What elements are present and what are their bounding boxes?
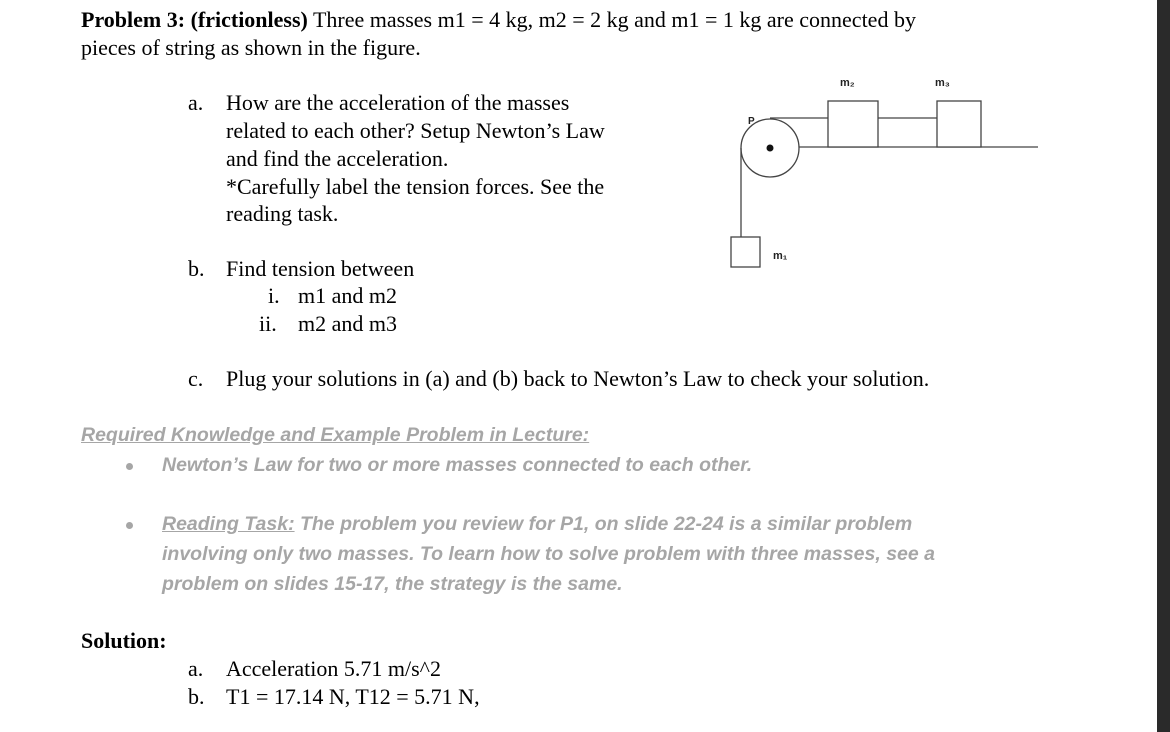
part-c-text: Plug your solutions in (a) and (b) back to Newton’s Law to check your solution. bbox=[226, 366, 930, 391]
mass-m2-block bbox=[828, 101, 878, 147]
part-b-sub-i-marker: i. bbox=[268, 283, 280, 308]
required-bullet-1: Newton’s Law for two or more masses connected to each other. bbox=[162, 454, 753, 476]
window-right-edge bbox=[1157, 0, 1170, 732]
bullet-dot-1 bbox=[126, 463, 133, 470]
solution-heading: Solution: bbox=[81, 628, 167, 653]
pulley-axle bbox=[767, 145, 774, 152]
problem-title-bold: Problem 3: (frictionless) bbox=[81, 7, 308, 32]
solution-a-marker: a. bbox=[188, 656, 204, 681]
solution-a-text: Acceleration 5.71 m/s^2 bbox=[226, 656, 441, 681]
label-m3: m₃ bbox=[935, 77, 950, 89]
part-b-sub-ii-marker: ii. bbox=[259, 311, 277, 336]
required-bullet-2-line1-rest: The problem you review for P1, on slide 22-24 is a similar problem bbox=[294, 513, 913, 535]
part-c-marker: c. bbox=[188, 366, 204, 391]
problem-title-line2: pieces of string as shown in the figure. bbox=[81, 35, 421, 60]
part-b-sub-ii-text: m2 and m3 bbox=[298, 311, 397, 336]
problem-title-rest: Three masses m1 = 4 kg, m2 = 2 kg and m1 = 1 kg are connected by bbox=[307, 7, 916, 32]
problem-title-line1 bbox=[81, 6, 916, 34]
pulley-figure bbox=[730, 70, 1050, 280]
part-b-sub-i-text: m1 and m2 bbox=[298, 283, 397, 308]
part-a-line-2: related to each other? Setup Newton’s Law bbox=[226, 118, 605, 143]
label-p: P bbox=[748, 116, 755, 127]
mass-m3-block bbox=[937, 101, 981, 147]
required-heading: Required Knowledge and Example Problem in Lecture: bbox=[81, 424, 590, 446]
label-m2: m₂ bbox=[840, 77, 855, 89]
part-a-line-4: *Carefully label the tension forces. See the bbox=[226, 174, 605, 199]
part-b-text: Find tension between bbox=[226, 256, 415, 281]
part-a-line-5: reading task. bbox=[226, 201, 339, 226]
bullet-dot-2 bbox=[126, 522, 133, 529]
part-b-marker: b. bbox=[188, 256, 205, 281]
required-bullet-2-line3: problem on slides 15-17, the strategy is the same. bbox=[162, 573, 623, 595]
solution-b-marker: b. bbox=[188, 684, 205, 709]
part-a-line-3: and find the acceleration. bbox=[226, 146, 449, 171]
mass-m1-block bbox=[731, 237, 760, 267]
label-m1: m₁ bbox=[773, 250, 788, 262]
required-bullet-2-line1 bbox=[162, 510, 912, 540]
part-a-line-1: How are the acceleration of the masses bbox=[226, 90, 570, 115]
reading-task-link[interactable]: Reading Task: bbox=[162, 513, 295, 535]
part-a-marker: a. bbox=[188, 90, 204, 115]
required-bullet-2-line2: involving only two masses. To learn how to solve problem with three masses, see a bbox=[162, 543, 936, 565]
solution-b-text: T1 = 17.14 N, T12 = 5.71 N, bbox=[226, 684, 480, 709]
